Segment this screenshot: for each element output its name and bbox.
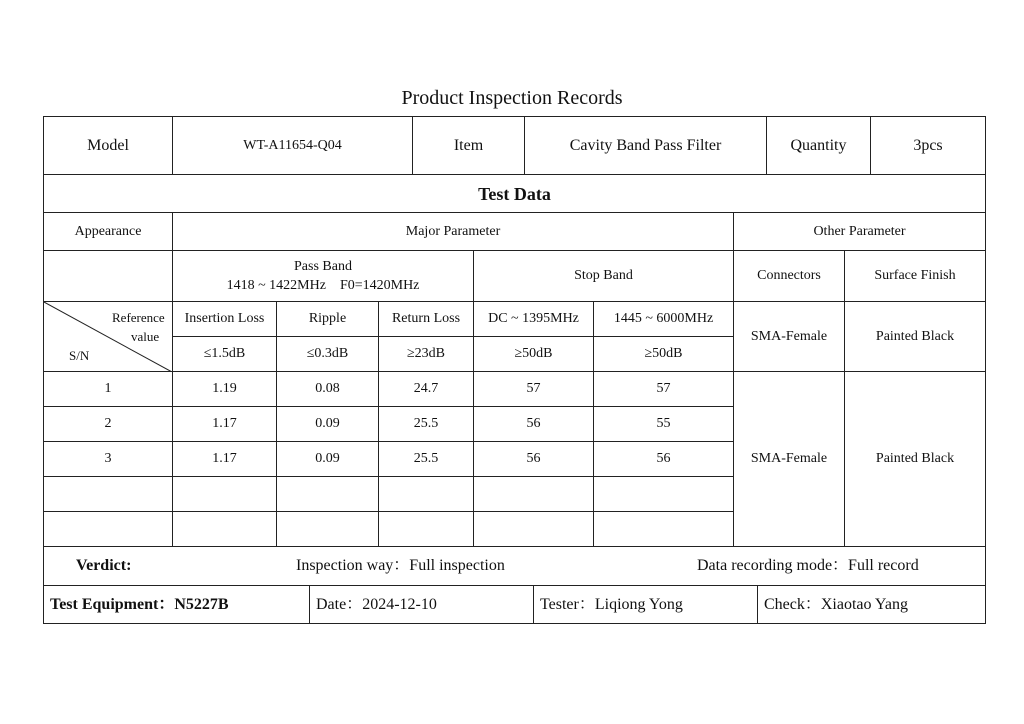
- stop-band-header: Stop Band: [574, 268, 633, 283]
- checker-name: Check：Xiaotao Yang: [764, 595, 908, 613]
- row-stop-high: 57: [656, 381, 671, 396]
- col-insertion-loss: Insertion Loss: [184, 311, 265, 326]
- col-return-loss: Return Loss: [391, 311, 461, 326]
- test-equipment: Test Equipment：N5227B: [50, 595, 229, 613]
- tester-name: Tester：Liqiong Yong: [540, 595, 683, 613]
- row-return-loss: 25.5: [413, 416, 439, 431]
- row-stop-low: 56: [526, 451, 541, 466]
- section-title: Test Data: [478, 183, 551, 204]
- verdict-label: Verdict:: [76, 557, 132, 574]
- result-connector: SMA-Female: [750, 451, 828, 466]
- row-insertion-loss: 1.19: [212, 381, 237, 396]
- row-stop-low: 57: [526, 381, 541, 396]
- row-sn: 2: [104, 416, 112, 431]
- col-stop-low: DC ~ 1395MHz: [488, 311, 579, 326]
- row-stop-high: 55: [656, 416, 671, 431]
- col-stop-high: 1445 ~ 6000MHz: [613, 311, 714, 326]
- item-value: Cavity Band Pass Filter: [569, 136, 722, 154]
- pass-band-header: [173, 251, 473, 301]
- major-parameter-header: Major Parameter: [405, 223, 501, 239]
- surface-finish-header: Surface Finish: [874, 268, 956, 283]
- corner-reference: Reference: [112, 310, 165, 325]
- row-ripple: 0.08: [315, 381, 340, 396]
- row-ripple: 0.09: [315, 416, 340, 431]
- row-insertion-loss: 1.17: [212, 451, 237, 466]
- inspection-way: Inspection way：Full inspection: [296, 557, 505, 574]
- row-ripple: 0.09: [315, 451, 340, 466]
- quantity-label: Quantity: [790, 136, 847, 154]
- row-insertion-loss: 1.17: [212, 416, 237, 431]
- row-sn: 1: [104, 381, 112, 396]
- pass-band-range: 1418 ~ 1422MHz F0=1420MHz: [226, 277, 420, 293]
- col-ripple: Ripple: [308, 311, 347, 326]
- model-label: Model: [87, 136, 129, 154]
- quantity-value: 3pcs: [913, 136, 943, 154]
- item-label: Item: [453, 136, 484, 154]
- row-stop-low: 56: [526, 416, 541, 431]
- row-return-loss: 25.5: [413, 451, 439, 466]
- result-finish: Painted Black: [875, 451, 955, 466]
- spec-stop-high: ≥50dB: [644, 346, 683, 361]
- spec-return-loss: ≥23dB: [406, 346, 446, 361]
- spec-ripple: ≤0.3dB: [306, 346, 349, 361]
- spec-insertion-loss: ≤1.5dB: [203, 346, 246, 361]
- model-value: WT-A11654-Q04: [243, 137, 342, 153]
- recording-mode: Data recording mode：Full record: [697, 557, 919, 574]
- row-stop-high: 56: [656, 451, 671, 466]
- row-sn: 3: [104, 451, 112, 466]
- corner-value: value: [131, 329, 160, 344]
- other-parameter-header: Other Parameter: [813, 223, 906, 239]
- corner-sn: S/N: [69, 348, 90, 363]
- test-date: Date：2024-12-10: [316, 595, 437, 613]
- spec-stop-low: ≥50dB: [514, 346, 553, 361]
- pass-band-title: Pass Band: [294, 258, 352, 274]
- connectors-header: Connectors: [757, 268, 821, 283]
- spec-connector: SMA-Female: [750, 328, 828, 344]
- row-return-loss: 24.7: [413, 381, 439, 396]
- appearance-header: Appearance: [74, 223, 142, 239]
- page-title: Product Inspection Records: [401, 87, 623, 109]
- spec-finish: Painted Black: [875, 328, 955, 344]
